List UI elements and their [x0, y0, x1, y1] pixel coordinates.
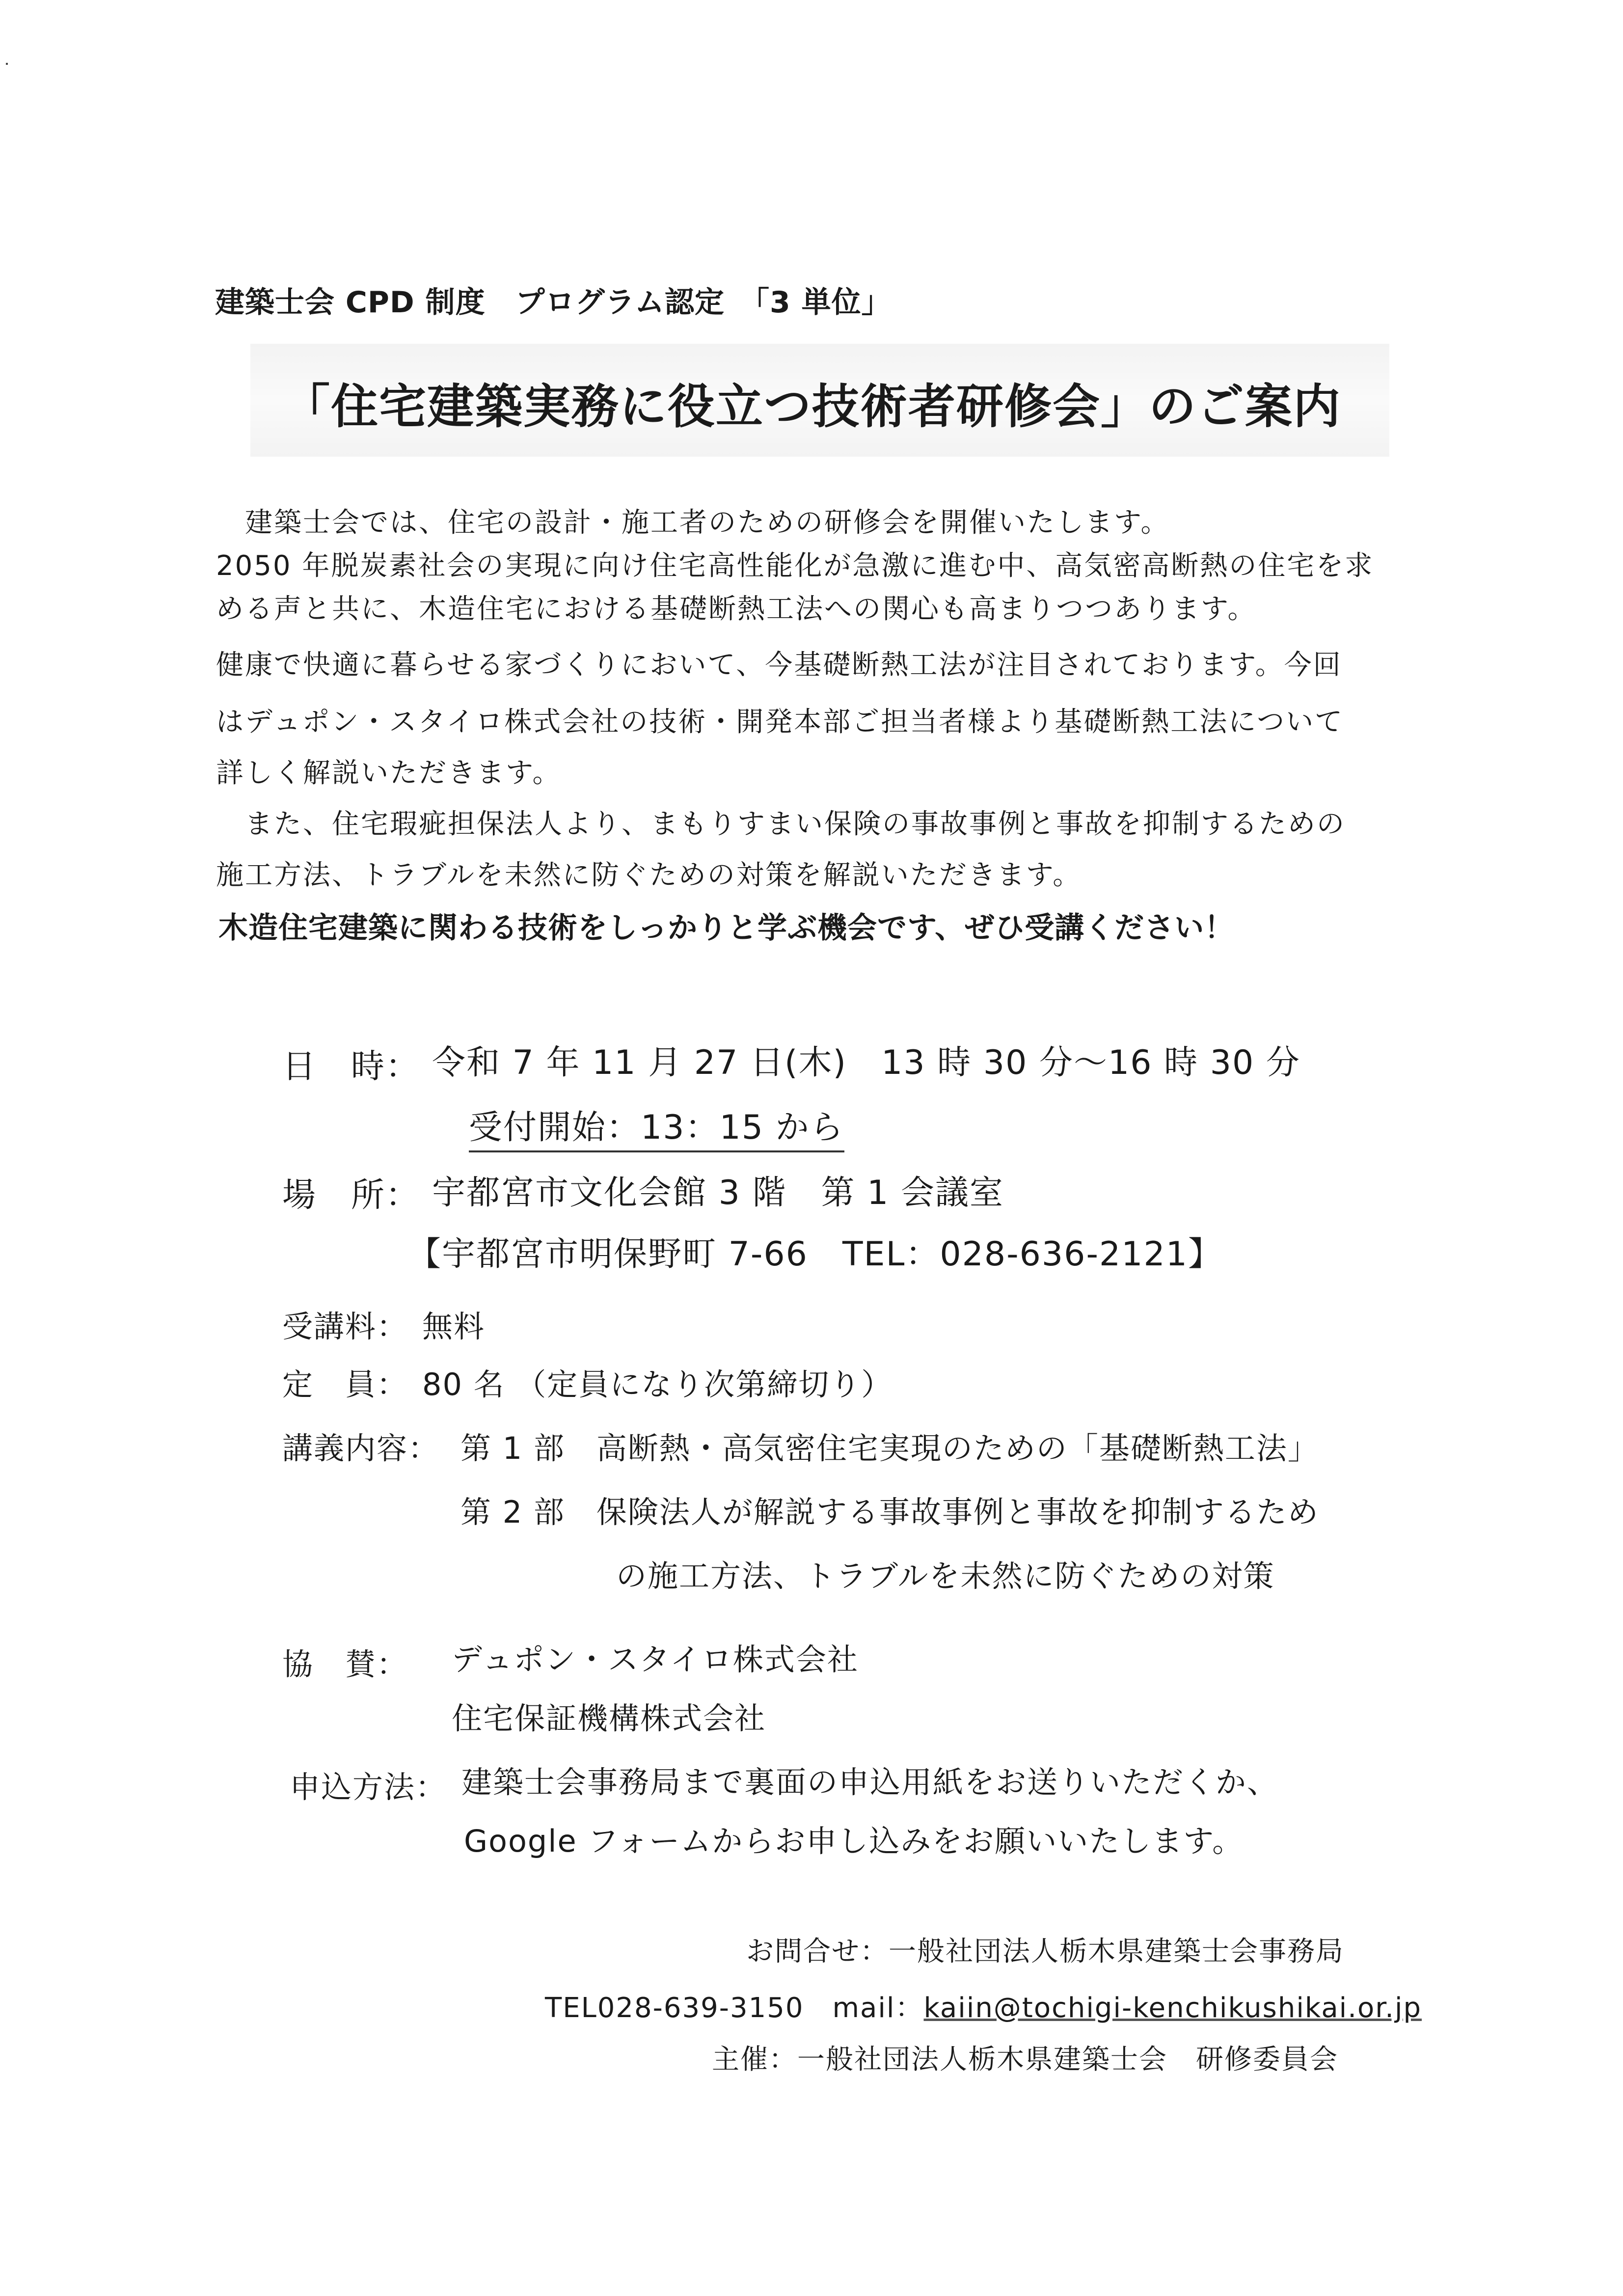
venue-label: 場 所：: [282, 1176, 420, 1215]
intro-line: める声と共に、木造住宅における基礎断熱工法への関心も高まりつつあります。: [216, 593, 1257, 625]
closing-call-to-action: 木造住宅建築に関わる技術をしっかりと学ぶ機会です、ぜひ受講ください！: [218, 911, 1235, 945]
sponsor-1: デュポン・スタイロ株式会社: [452, 1641, 859, 1677]
fee-value: 無料: [422, 1309, 486, 1344]
organizer-line: 主催：一般社団法人栃木県建築士会 研修委員会: [712, 2044, 1338, 2076]
intro-line: また、住宅瑕疵担保法人より、まもりすまい保険の事故事例と事故を抑制するための: [216, 808, 1346, 840]
intro-line: 健康で快適に暮らせる家づくりにおいて、今基礎断熱工法が注目されております。今回: [216, 649, 1342, 681]
intro-line: はデュポン・スタイロ株式会社の技術・開発本部ご担当者様より基礎断熱工法について: [216, 706, 1344, 738]
datetime-label: 日 時：: [282, 1047, 420, 1086]
tel-mail-line: [545, 1986, 1422, 2025]
content-label: 講義内容：: [282, 1430, 440, 1466]
cpd-certification-line: 建築士会 CPD 制度 プログラム認定 「3 単位」: [215, 285, 892, 320]
email-link[interactable]: kaiin@tochigi-kenchikushikai.or.jp: [923, 1992, 1422, 2024]
apply-method-line-1: 建築士会事務局まで裏面の申込用紙をお送りいただくか、: [461, 1764, 1279, 1800]
venue-value: 宇都宮市文化会館 3 階 第 1 会議室: [432, 1174, 1004, 1212]
intro-line: 施工方法、トラブルを未然に防ぐための対策を解説いただきます。: [216, 859, 1082, 891]
intro-line: 建築士会では、住宅の設計・施工者のための研修会を開催いたします。: [216, 507, 1170, 539]
sponsor-label: 協 賛：: [282, 1646, 408, 1682]
lecture-part-2: 第 2 部 保険法人が解説する事故事例と事故を抑制するため: [460, 1494, 1319, 1530]
lecture-part-1: 第 1 部 高断熱・高気密住宅実現のための「基礎断熱工法」: [460, 1430, 1319, 1466]
sponsor-2: 住宅保証機構株式会社: [452, 1700, 766, 1736]
reception-time: 受付開始：13：15 から: [469, 1101, 844, 1152]
venue-address: 【宇都宮市明保野町 7-66 TEL：028-636-2121】: [407, 1235, 1223, 1274]
scan-speck: [6, 63, 8, 65]
tel-label: TEL028-639-3150 mail：: [545, 1992, 924, 2024]
lecture-part-2-continued: の施工方法、トラブルを未然に防ぐための対策: [616, 1558, 1275, 1594]
capacity-value: 80 名 （定員になり次第締切り）: [422, 1367, 893, 1402]
capacity-label: 定 員：: [282, 1367, 408, 1402]
inquiry-line: お問合せ：一般社団法人栃木県建築士会事務局: [746, 1936, 1344, 1968]
fee-label: 受講料：: [282, 1309, 408, 1344]
intro-line: 2050 年脱炭素社会の実現に向け住宅高性能化が急激に進む中、高気密高断熱の住宅を求: [216, 550, 1374, 582]
apply-label: 申込方法：: [290, 1769, 447, 1805]
page-title: 「住宅建築実務に役立つ技術者研修会」のご案内: [283, 379, 1341, 434]
intro-line: 詳しく解説いただきます。: [216, 757, 562, 789]
datetime-value: 令和 7 年 11 月 27 日(木) 13 時 30 分～16 時 30 分: [432, 1043, 1300, 1082]
apply-method-line-2: Google フォームからお申し込みをお願いいたします。: [464, 1823, 1244, 1859]
